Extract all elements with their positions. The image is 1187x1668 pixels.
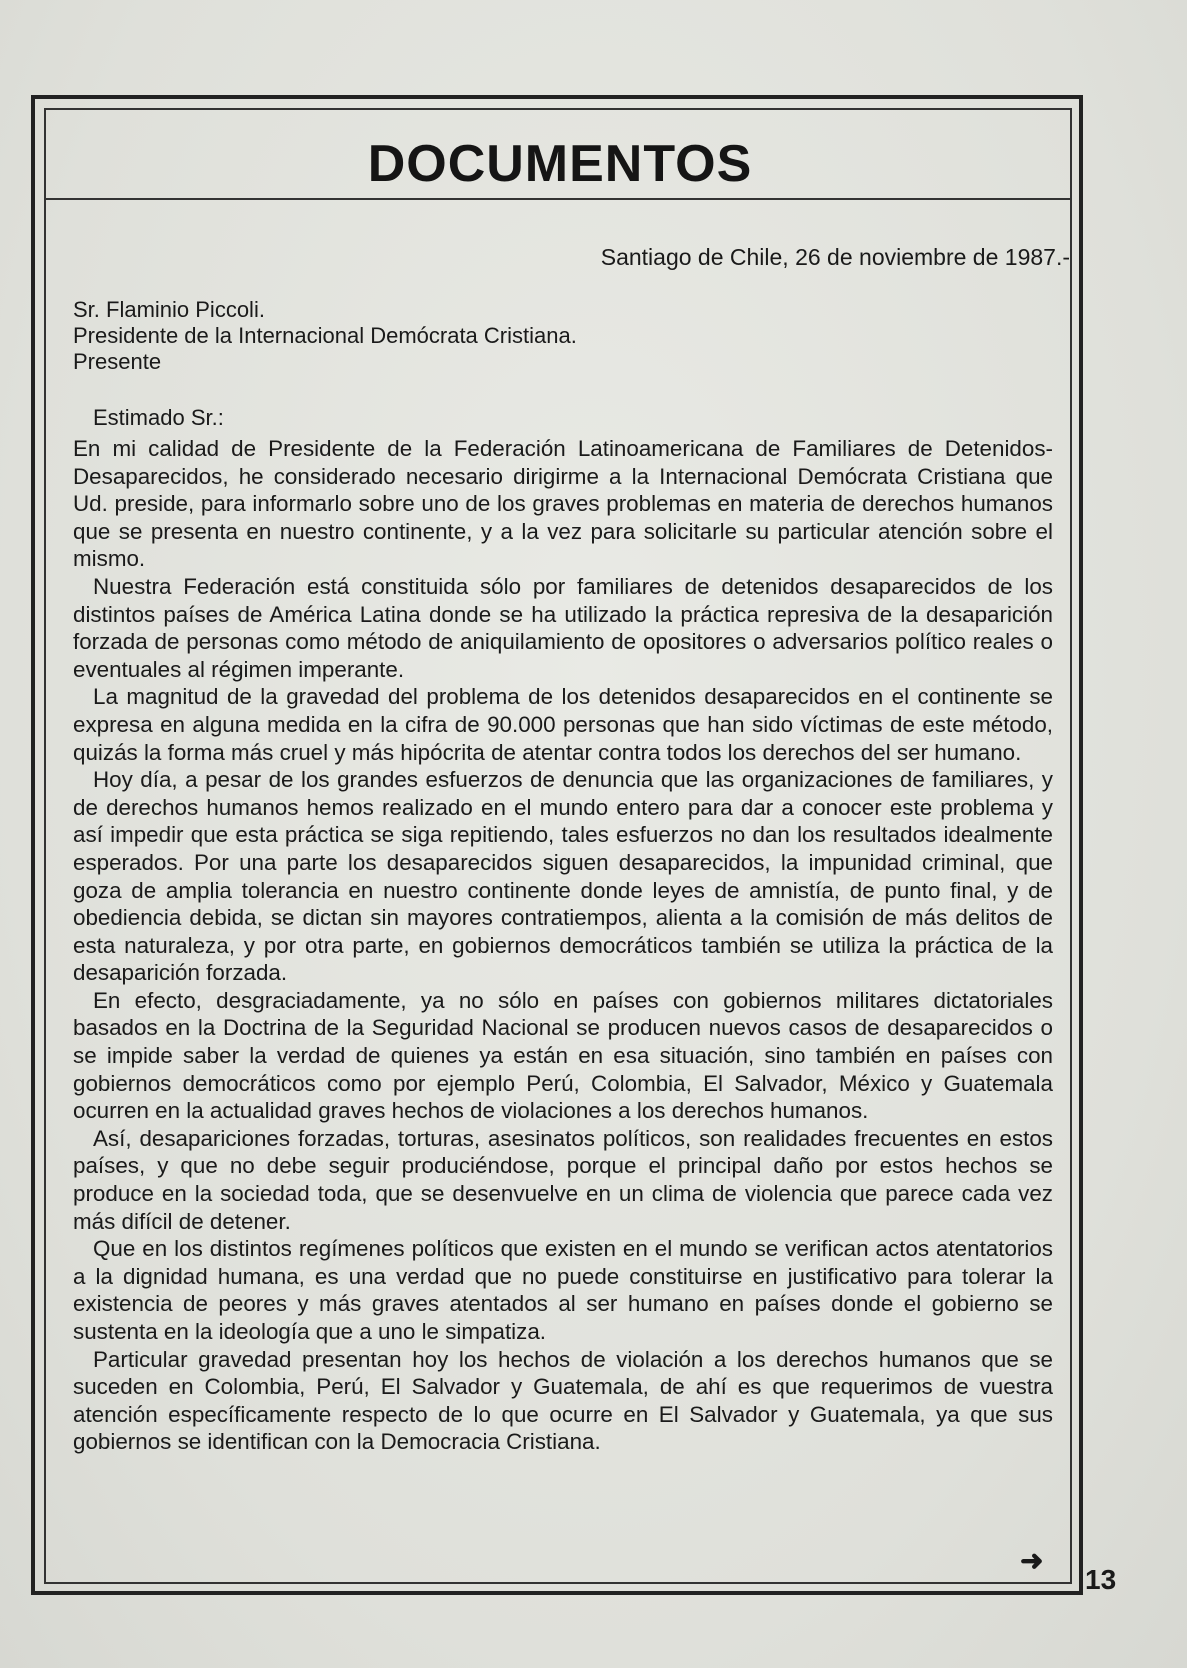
title-rule <box>44 198 1072 200</box>
greeting: Estimado Sr.: <box>93 405 224 430</box>
letter-body <box>73 435 1053 1456</box>
paragraph: Así, desapariciones forzadas, torturas, asesinatos políticos, son realidades frecuentes en estos países, y que no debe seguir produciéndose, porque el principal daño por estos hechos se produce en la sociedad toda, que se desenvuelve en un clima de violencia que parece cada vez más difícil de detener. <box>73 1125 1053 1234</box>
addressee-name: Sr. Flaminio Piccoli. <box>73 297 265 322</box>
paragraph: En mi calidad de Presidente de la Federación Latinoamericana de Familiares de Detenidos-Desaparecidos, he considerado necesario dirigirme a la Internacional Demócrata Cristiana que Ud. preside, para informarlo sobre uno de los graves problemas en materia de derechos humanos que se presenta en nuestro continente, y a la vez para solicitarle su particular atención sobre el mismo. <box>73 436 1053 572</box>
paragraph: Hoy día, a pesar de los grandes esfuerzos de denuncia que las organizaciones de familiares, y de derechos humanos hemos realizado en el mundo entero para dar a conocer este problema y así impedir que esta práctica se siga repitiendo, tales esfuerzos no dan los resultados idealmente esperados. Por una parte los desaparecidos siguen desaparecidos, la impunidad criminal, que goza de amplia tolerancia en nuestro continente donde leyes de amnistía, de punto final, y de obediencia debida, se dictan sin mayores contratiempos, alienta a la comisión de más delitos de esta naturaleza, y por otra parte, en gobiernos democráticos también se utiliza la práctica de la desaparición forzada. <box>73 767 1053 986</box>
continue-arrow-icon: ➜ <box>1020 1545 1044 1576</box>
section-title: DOCUMENTOS <box>367 135 753 193</box>
addressee-title: Presidente de la Internacional Demócrata Cristiana. <box>73 323 577 348</box>
dateline: Santiago de Chile, 26 de noviembre de 1987.- <box>600 244 1070 270</box>
page-number: 13 <box>1085 1564 1117 1595</box>
paragraph: La magnitud de la gravedad del problema de los detenidos desaparecidos en el continente se expresa en alguna medida en la cifra de 90.000 personas que han sido víctimas de este método, quizás la forma más cruel y más hipócrita de atentar contra todos los derechos del ser humano. <box>73 684 1053 765</box>
paragraph: Particular gravedad presentan hoy los hechos de violación a los derechos humanos que se suceden en Colombia, Perú, El Salvador y Guatemala, de ahí es que requerimos de vuestra atención específicamente respecto de lo que ocurre en El Salvador y Guatemala, ya que sus gobiernos se identifican con la Democracia Cristiana. <box>73 1346 1053 1455</box>
paragraph: Nuestra Federación está constituida sólo por familiares de detenidos desaparecidos de los distintos países de América Latina donde se ha utilizado la práctica represiva de la desaparición forzada de personas como método de aniquilamiento de opositores o adversarios político reales o eventuales al régimen imperante. <box>73 573 1053 682</box>
paragraph: En efecto, desgraciadamente, ya no sólo en países con gobiernos militares dictatoriales basados en la Doctrina de la Seguridad Nacional se producen nuevos casos de desaparecidos o se impide saber la verdad de quienes ya están en esa situación, sino también en países con gobiernos democráticos como por ejemplo Perú, Colombia, El Salvador, México y Guatemala ocurren en la actualidad graves hechos de violaciones a los derechos humanos. <box>73 987 1053 1124</box>
addressee-presente: Presente <box>73 349 162 374</box>
paragraph: Que en los distintos regímenes políticos que existen en el mundo se verifican actos atentatorios a la dignidad humana, es una verdad que no puede constituirse en justificativo para tolerar la existencia de peores y más graves atentados al ser humano en países donde el gobierno se sustenta en la ideología que a uno le simpatiza. <box>73 1236 1053 1344</box>
addressee-block <box>73 297 577 375</box>
